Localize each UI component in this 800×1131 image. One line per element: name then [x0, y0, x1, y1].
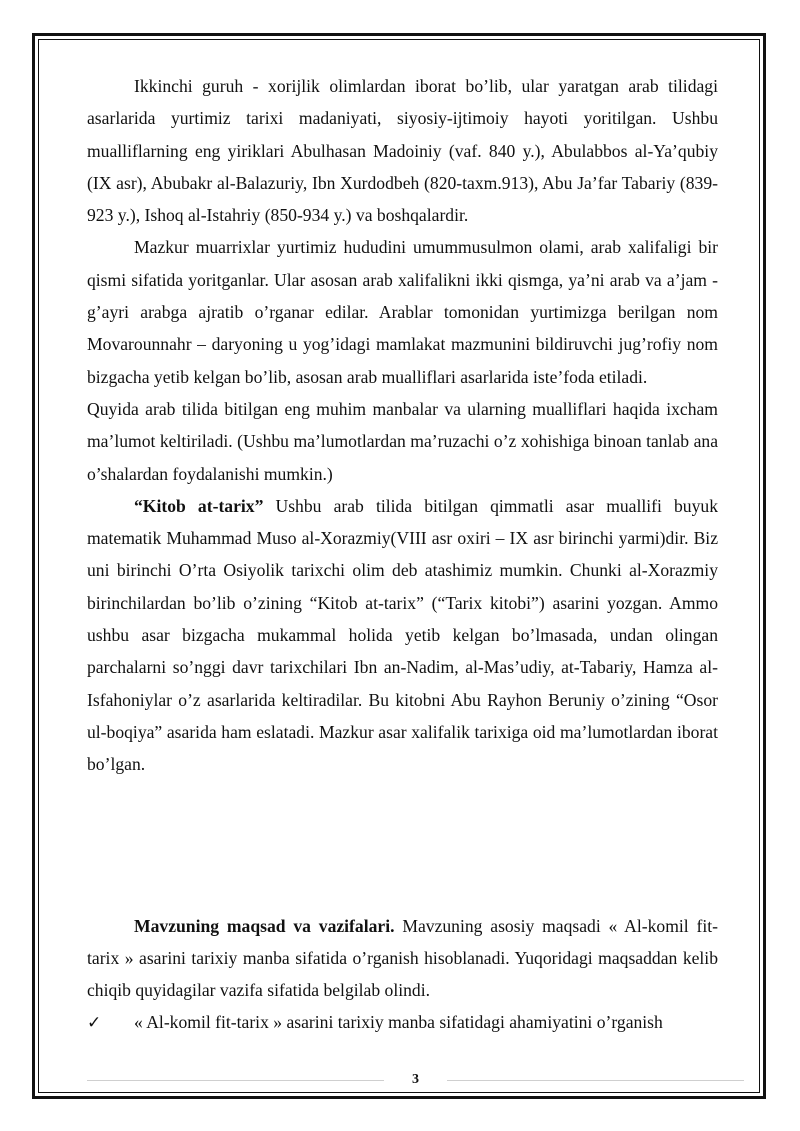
checklist-item [87, 1006, 718, 1039]
checkmark-icon: ✓ [87, 1013, 102, 1034]
blank-space [87, 781, 718, 910]
goals-heading: Mavzuning maqsad va vazifalari. [134, 915, 395, 936]
paragraph-arab-historians: Mazkur muarrixlar yurtimiz hududini umummusulmon olami, arab xalifaligi bir qismi sifatida yoritganlar. Ular asosan arab xalifalikni ikki qismga, ya’ni arab va a’jam - g’ayri arabga ajratib o’rganar edilar. Arablar tomonidan yurtimizga berilgan nom Movarounnahr – daryoning u yog’idagi mamlakat mazmunini bildiruvchi jug’rofiy nom bizgacha yetib kelgan bo’lib, asosan arab mualliflari asarlarida iste’foda etiladi. [87, 237, 718, 387]
footer-divider-left [87, 1080, 384, 1081]
page-footer [87, 1068, 744, 1092]
page-number: 3 [412, 1072, 419, 1087]
paragraph-goals [87, 910, 718, 1007]
document-body [87, 70, 718, 1040]
kitob-at-tarix-text: Ushbu arab tilida bitilgan qimmatli asar muallifi buyuk matematik Muhammad Muso al-Xorazmiy(VIII asr oxiri – IX asr birinchi yarmi)dir. Biz uni birinchi O’rta Osiyolik tarixchi olim deb atashimiz mumkin. Chunki al-Xorazmiy birinchilardan bo’lib o’zining “Kitob at-tarix” (“Tarix kitobi”) asarini yozgan. Ammo ushbu asar bizgacha mukammal holida yetib kelgan bo’lmasada, undan olingan parchalarni so’nggi davr tarixchilari Ibn an-Nadim, al-Mas’udiy, at-Tabariy, Hamza al-Isfahoniylar o’z asarlarida keltiradilar. Bu kitobni Abu Rayhon Beruniy o’zining “Osor ul-boqiya” asarida ham eslatadi. Mazkur asar xalifalik tarixiga oid ma’lumotlardan iborat bo’lgan. [87, 495, 718, 775]
checklist-item-text: « Al-komil fit-tarix » asarini tarixiy manba sifatidagi ahamiyatini o’rganish [134, 1012, 663, 1033]
paragraph-foreign-scholars: Ikkinchi guruh - xorijlik olimlardan iborat bo’lib, ular yaratgan arab tilidagi asarlarida yurtimiz tarixi madaniyati, siyosiy-ijtimoiy hayoti yoritilgan. Ushbu mualliflarning eng yiriklari Abulhasan Madoiniy (vaf. 840 y.), Abulabbos al-Ya’qubiy (IX asr), Abubakr al-Balazuriy, Ibn Xurdodbeh (820-taxm.913), Abu Ja’far Tabariy (839-923 y.), Ishoq al-Istahriy (850-934 y.) va boshqalardir. [87, 76, 718, 226]
goals-text: Mavzuning asosiy maqsadi « Al-komil fit-tarix » asarini tarixiy manba sifatida o’rganish hisoblanadi. Yuqoridagi maqsaddan kelib chiqib quyidagilar vazifa sifatida belgilab olindi. [87, 915, 718, 1001]
paragraph-sources-intro: Quyida arab tilida bitilgan eng muhim manbalar va ularning mualliflari haqida ixcham ma’lumot keltiriladi. (Ushbu ma’lumotlardan ma’ruzachi o’z xohishiga binoan tanlab ana o’shalardan foydalanishi mumkin.) [87, 398, 718, 484]
kitob-at-tarix-heading: “Kitob at-tarix” [134, 495, 264, 516]
footer-divider-right [447, 1080, 744, 1081]
paragraph-kitob-at-tarix [87, 490, 718, 781]
